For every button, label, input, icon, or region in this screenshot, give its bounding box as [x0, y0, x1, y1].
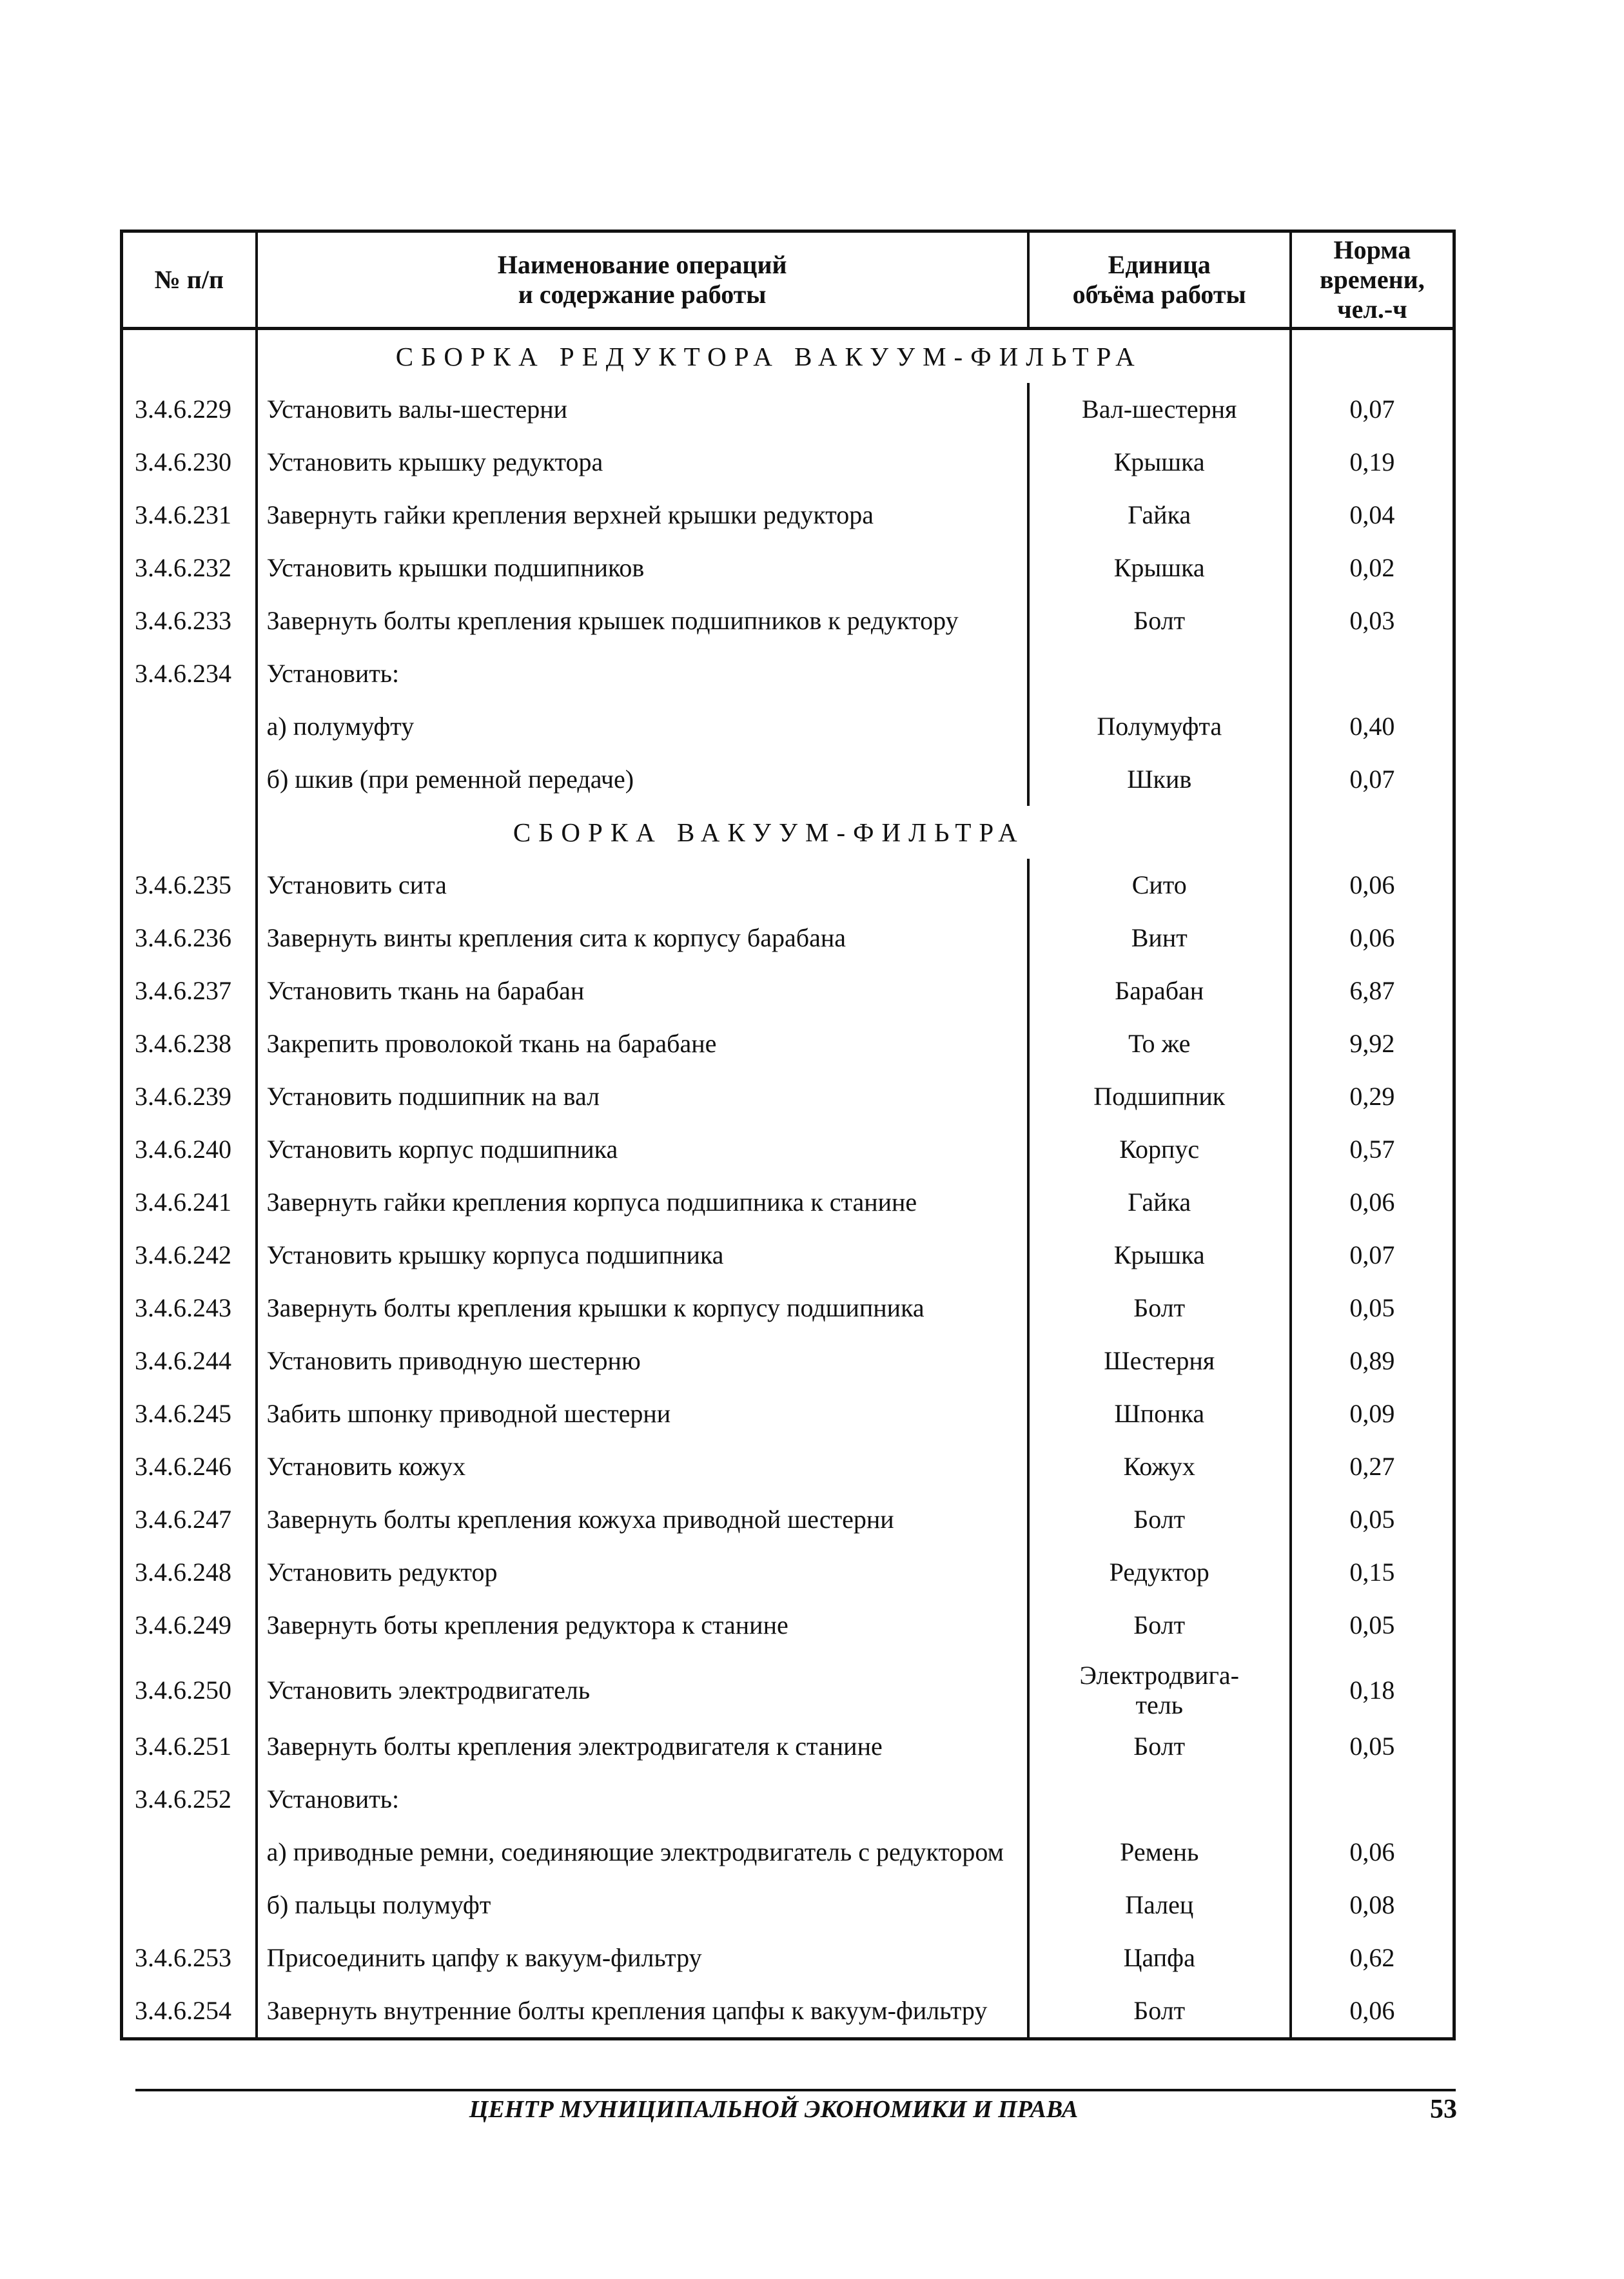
- row-norm-cell: 0,07: [1291, 753, 1454, 806]
- header-operation-name-line2: и содержание работы: [518, 280, 767, 309]
- row-number-cell: 3.4.6.231: [122, 489, 257, 542]
- header-unit-line1: Единица: [1108, 250, 1211, 279]
- row-operation-cell: Завернуть гайки крепления корпуса подшипника к станине: [257, 1176, 1028, 1229]
- row-norm-cell: 0,62: [1291, 1932, 1454, 1984]
- row-number-cell: 3.4.6.235: [122, 859, 257, 912]
- row-number-cell: 3.4.6.232: [122, 542, 257, 594]
- row-operation-cell: б) пальцы полумуфт: [257, 1879, 1028, 1932]
- row-number-cell: 3.4.6.250: [122, 1652, 257, 1720]
- norms-table: [120, 230, 1456, 2040]
- row-number-cell: 3.4.6.233: [122, 594, 257, 647]
- table-row: [122, 1546, 1454, 1599]
- row-unit-cell: Барабан: [1028, 964, 1291, 1017]
- header-number-label: № п/п: [154, 265, 224, 294]
- row-norm-cell: 0,05: [1291, 1282, 1454, 1335]
- row-number-cell: 3.4.6.242: [122, 1229, 257, 1282]
- table-row: [122, 436, 1454, 489]
- row-norm-cell: 0,57: [1291, 1123, 1454, 1176]
- row-operation-cell: Завернуть болты крепления крышек подшипников к редуктору: [257, 594, 1028, 647]
- row-operation-cell: Установить крышку корпуса подшипника: [257, 1229, 1028, 1282]
- row-norm-cell: 0,40: [1291, 700, 1454, 753]
- header-unit-line2: объёма работы: [1072, 280, 1246, 309]
- row-number-cell: 3.4.6.244: [122, 1335, 257, 1387]
- section-norm-cell: [1291, 329, 1454, 384]
- row-number-cell: 3.4.6.229: [122, 383, 257, 436]
- table-row: [122, 1720, 1454, 1773]
- row-unit-cell: То же: [1028, 1017, 1291, 1070]
- row-unit-cell: Подшипник: [1028, 1070, 1291, 1123]
- row-number-cell: 3.4.6.246: [122, 1440, 257, 1493]
- row-operation-cell: Присоединить цапфу к вакуум-фильтру: [257, 1932, 1028, 1984]
- table-row: [122, 700, 1454, 753]
- row-unit-cell: Шкив: [1028, 753, 1291, 806]
- row-norm-cell: 0,06: [1291, 1984, 1454, 2039]
- row-unit-cell: Вал-шестерня: [1028, 383, 1291, 436]
- row-unit-cell: Винт: [1028, 912, 1291, 964]
- row-unit-cell: Корпус: [1028, 1123, 1291, 1176]
- row-unit-cell: Гайка: [1028, 489, 1291, 542]
- table-row: [122, 1932, 1454, 1984]
- table-row: [122, 1984, 1454, 2039]
- row-number-cell: 3.4.6.230: [122, 436, 257, 489]
- row-unit-cell: Шпонка: [1028, 1387, 1291, 1440]
- footer-divider: [135, 2089, 1456, 2091]
- row-unit-cell: [1028, 647, 1291, 700]
- row-operation-cell: Завернуть болты крепления крышки к корпусу подшипника: [257, 1282, 1028, 1335]
- row-norm-cell: 0,05: [1291, 1599, 1454, 1652]
- table-row: [122, 1387, 1454, 1440]
- table-row: [122, 1229, 1454, 1282]
- row-norm-cell: 0,06: [1291, 1176, 1454, 1229]
- table-header: [122, 231, 1454, 329]
- section-norm-cell: [1291, 806, 1454, 859]
- row-operation-cell: а) приводные ремни, соединяющие электродвигатель с редуктором: [257, 1826, 1028, 1879]
- row-norm-cell: 0,07: [1291, 383, 1454, 436]
- row-norm-cell: 0,06: [1291, 912, 1454, 964]
- row-unit-cell: Полумуфта: [1028, 700, 1291, 753]
- table-row: [122, 1123, 1454, 1176]
- row-number-cell: 3.4.6.249: [122, 1599, 257, 1652]
- row-operation-cell: а) полумуфту: [257, 700, 1028, 753]
- section-title: СБОРКА ВАКУУМ-ФИЛЬТРА: [257, 806, 1291, 859]
- row-number-cell: 3.4.6.252: [122, 1773, 257, 1826]
- row-operation-cell: Установить сита: [257, 859, 1028, 912]
- row-norm-cell: 0,29: [1291, 1070, 1454, 1123]
- row-number-cell: 3.4.6.247: [122, 1493, 257, 1546]
- row-unit-cell: Палец: [1028, 1879, 1291, 1932]
- table-row: [122, 1879, 1454, 1932]
- row-operation-cell: Завернуть винты крепления сита к корпусу барабана: [257, 912, 1028, 964]
- row-operation-cell: Установить подшипник на вал: [257, 1070, 1028, 1123]
- row-unit-cell: Крышка: [1028, 542, 1291, 594]
- row-unit-cell: Болт: [1028, 1493, 1291, 1546]
- section-number-cell: [122, 329, 257, 384]
- section-number-cell: [122, 806, 257, 859]
- table-row: [122, 1335, 1454, 1387]
- row-operation-cell: Установить крышку редуктора: [257, 436, 1028, 489]
- table-body: [122, 329, 1454, 2039]
- row-operation-cell: Установить ткань на барабан: [257, 964, 1028, 1017]
- row-number-cell: 3.4.6.251: [122, 1720, 257, 1773]
- row-norm-cell: 0,07: [1291, 1229, 1454, 1282]
- table-row: [122, 1652, 1454, 1720]
- row-unit-cell: Болт: [1028, 1282, 1291, 1335]
- row-number-cell: 3.4.6.236: [122, 912, 257, 964]
- row-norm-cell: 0,04: [1291, 489, 1454, 542]
- row-unit-cell: Шестерня: [1028, 1335, 1291, 1387]
- row-operation-cell: Завернуть болты крепления электродвигателя к станине: [257, 1720, 1028, 1773]
- table-row: [122, 964, 1454, 1017]
- table-row: [122, 859, 1454, 912]
- table-row: [122, 912, 1454, 964]
- row-norm-cell: [1291, 1773, 1454, 1826]
- row-operation-cell: Установить:: [257, 1773, 1028, 1826]
- row-norm-cell: 0,89: [1291, 1335, 1454, 1387]
- row-operation-cell: Завернуть гайки крепления верхней крышки редуктора: [257, 489, 1028, 542]
- table-row: [122, 1599, 1454, 1652]
- row-unit-cell: Болт: [1028, 1599, 1291, 1652]
- row-number-cell: 3.4.6.241: [122, 1176, 257, 1229]
- row-number-cell: 3.4.6.248: [122, 1546, 257, 1599]
- row-operation-cell: Установить:: [257, 647, 1028, 700]
- row-operation-cell: Установить электродвигатель: [257, 1652, 1028, 1720]
- page-number: 53: [1430, 2095, 1457, 2124]
- row-number-cell: 3.4.6.254: [122, 1984, 257, 2039]
- row-number-cell: 3.4.6.240: [122, 1123, 257, 1176]
- row-norm-cell: 0,27: [1291, 1440, 1454, 1493]
- row-operation-cell: Установить приводную шестерню: [257, 1335, 1028, 1387]
- section-row: [122, 329, 1454, 384]
- row-operation-cell: Установить крышки подшипников: [257, 542, 1028, 594]
- table-row: [122, 647, 1454, 700]
- table-row: [122, 1440, 1454, 1493]
- row-norm-cell: 0,06: [1291, 1826, 1454, 1879]
- table-row: [122, 1176, 1454, 1229]
- row-unit-cell: Болт: [1028, 1720, 1291, 1773]
- header-time-norm: [1291, 231, 1454, 329]
- row-norm-cell: 0,09: [1291, 1387, 1454, 1440]
- table-row: [122, 753, 1454, 806]
- row-number-cell: 3.4.6.234: [122, 647, 257, 700]
- header-operation-name: [257, 231, 1028, 329]
- row-unit-cell: Кожух: [1028, 1440, 1291, 1493]
- row-number-cell: [122, 700, 257, 753]
- row-number-cell: 3.4.6.237: [122, 964, 257, 1017]
- row-norm-cell: 0,05: [1291, 1493, 1454, 1546]
- row-unit-cell: Сито: [1028, 859, 1291, 912]
- row-operation-cell: Завернуть болты крепления кожуха приводной шестерни: [257, 1493, 1028, 1546]
- unit-text-line1: Электродвига-: [1079, 1661, 1239, 1690]
- row-operation-cell: Забить шпонку приводной шестерни: [257, 1387, 1028, 1440]
- table-row: [122, 1773, 1454, 1826]
- row-operation-cell: Закрепить проволокой ткань на барабане: [257, 1017, 1028, 1070]
- table-row: [122, 1493, 1454, 1546]
- row-operation-cell: Завернуть боты крепления редуктора к станине: [257, 1599, 1028, 1652]
- row-number-cell: [122, 753, 257, 806]
- table-row: [122, 383, 1454, 436]
- footer-organization-title: ЦЕНТР МУНИЦИПАЛЬНОЙ ЭКОНОМИКИ И ПРАВА: [469, 2096, 1079, 2123]
- row-unit-cell: Крышка: [1028, 436, 1291, 489]
- row-norm-cell: 0,06: [1291, 859, 1454, 912]
- row-operation-cell: Установить валы-шестерни: [257, 383, 1028, 436]
- row-unit-cell: Болт: [1028, 1984, 1291, 2039]
- row-operation-cell: Установить кожух: [257, 1440, 1028, 1493]
- row-number-cell: 3.4.6.243: [122, 1282, 257, 1335]
- row-norm-cell: [1291, 647, 1454, 700]
- row-unit-cell: Гайка: [1028, 1176, 1291, 1229]
- table-row: [122, 1070, 1454, 1123]
- row-number-cell: [122, 1826, 257, 1879]
- header-number: [122, 231, 257, 329]
- row-unit-cell: Ремень: [1028, 1826, 1291, 1879]
- section-row: [122, 806, 1454, 859]
- row-norm-cell: 0,03: [1291, 594, 1454, 647]
- header-time-norm-line1: Норма: [1333, 235, 1411, 264]
- row-unit-cell: Крышка: [1028, 1229, 1291, 1282]
- row-norm-cell: 0,15: [1291, 1546, 1454, 1599]
- table-row: [122, 1017, 1454, 1070]
- row-norm-cell: 0,18: [1291, 1652, 1454, 1720]
- row-number-cell: 3.4.6.245: [122, 1387, 257, 1440]
- table-row: [122, 1282, 1454, 1335]
- table-row: [122, 542, 1454, 594]
- table-row: [122, 489, 1454, 542]
- header-time-norm-line3: чел.-ч: [1337, 295, 1407, 324]
- row-unit-cell: Болт: [1028, 594, 1291, 647]
- row-unit-cell: [1028, 1652, 1291, 1720]
- table-row: [122, 1826, 1454, 1879]
- row-operation-cell: б) шкив (при ременной передаче): [257, 753, 1028, 806]
- row-norm-cell: 0,08: [1291, 1879, 1454, 1932]
- unit-text-line2: тель: [1135, 1690, 1183, 1719]
- row-norm-cell: 0,05: [1291, 1720, 1454, 1773]
- row-norm-cell: 0,19: [1291, 436, 1454, 489]
- section-title: СБОРКА РЕДУКТОРА ВАКУУМ-ФИЛЬТРА: [257, 329, 1291, 384]
- row-operation-cell: Установить редуктор: [257, 1546, 1028, 1599]
- row-unit-cell: [1028, 1773, 1291, 1826]
- header-operation-name-line1: Наименование операций: [497, 250, 787, 279]
- row-number-cell: 3.4.6.239: [122, 1070, 257, 1123]
- header-time-norm-line2: времени,: [1320, 265, 1425, 294]
- row-norm-cell: 9,92: [1291, 1017, 1454, 1070]
- row-number-cell: 3.4.6.253: [122, 1932, 257, 1984]
- row-operation-cell: Завернуть внутренние болты крепления цапфы к вакуум-фильтру: [257, 1984, 1028, 2039]
- row-norm-cell: 6,87: [1291, 964, 1454, 1017]
- row-operation-cell: Установить корпус подшипника: [257, 1123, 1028, 1176]
- row-number-cell: [122, 1879, 257, 1932]
- row-norm-cell: 0,02: [1291, 542, 1454, 594]
- table-row: [122, 594, 1454, 647]
- header-unit: [1028, 231, 1291, 329]
- row-unit-cell: Редуктор: [1028, 1546, 1291, 1599]
- row-unit-cell: Цапфа: [1028, 1932, 1291, 1984]
- row-number-cell: 3.4.6.238: [122, 1017, 257, 1070]
